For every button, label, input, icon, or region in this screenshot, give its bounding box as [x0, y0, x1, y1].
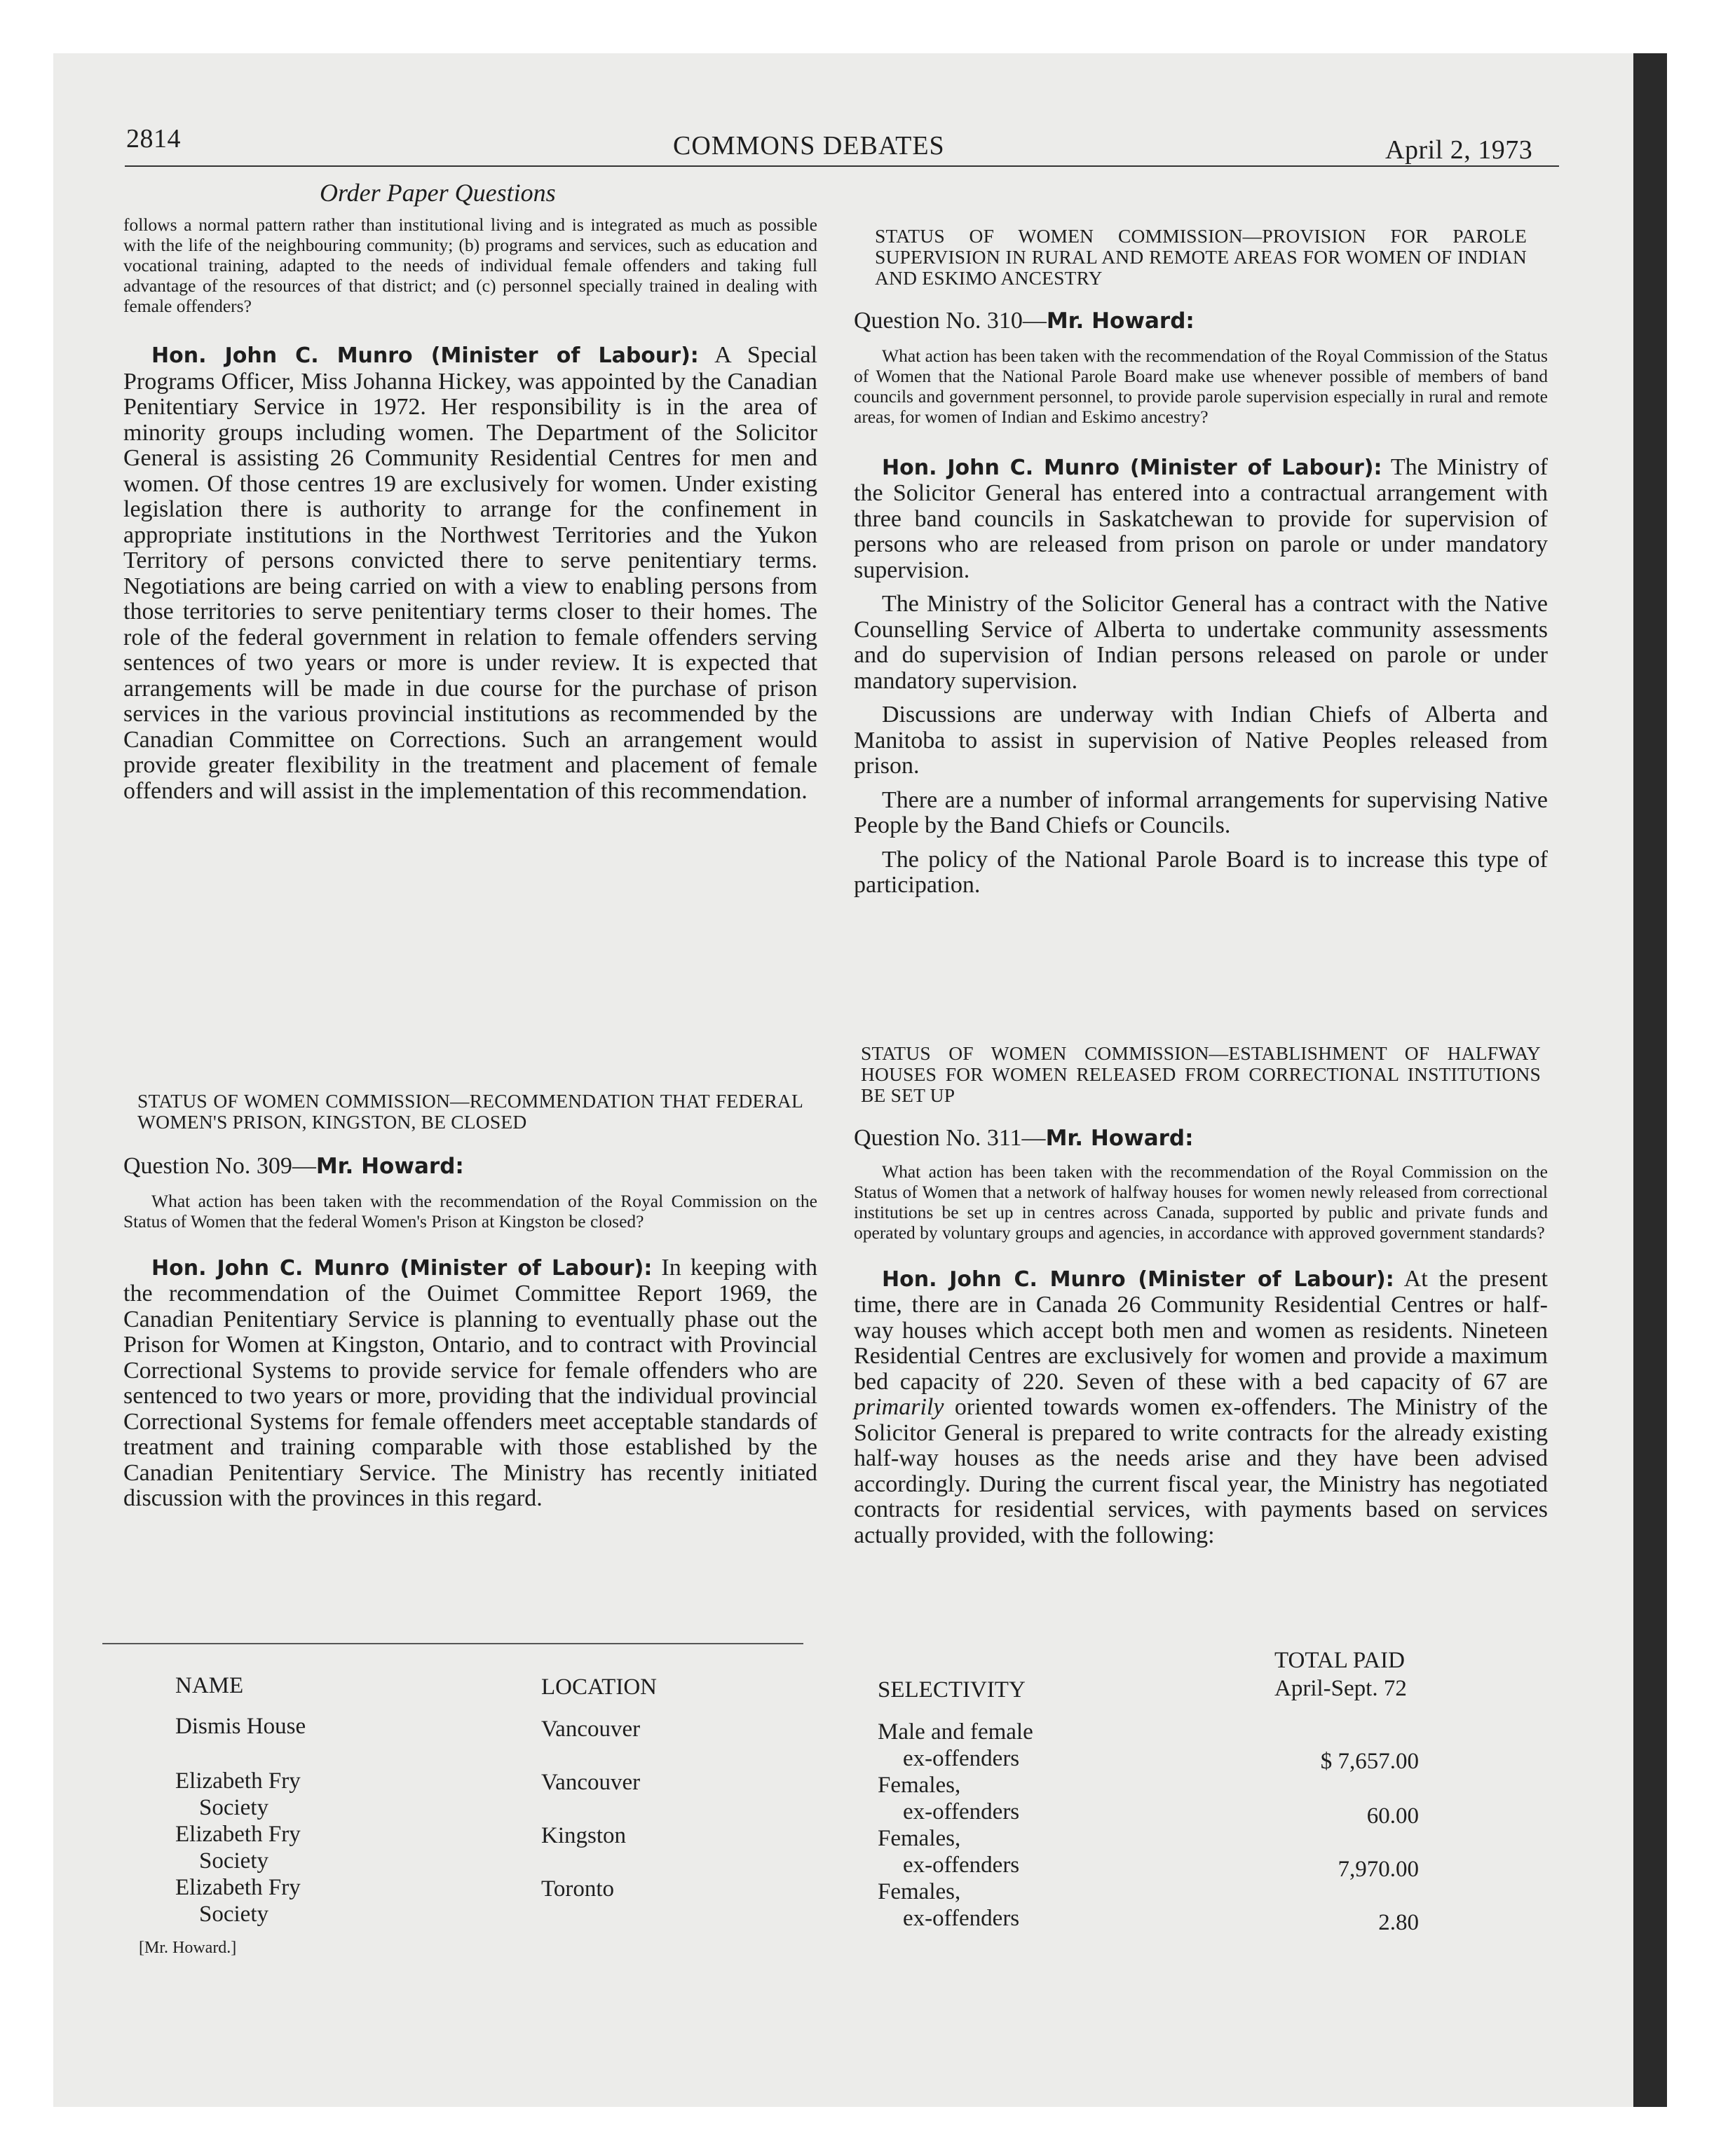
- table-cell-selectivity: Females,: [878, 1879, 961, 1904]
- answer-3-p1: [854, 455, 1548, 584]
- table-rule-left: [102, 1643, 803, 1644]
- page-subheading: Order Paper Questions: [320, 179, 556, 207]
- answer-3-text: The Ministry of the Solicitor General has entered into a contractual arrangement with three band councils in Saskatchewan to provide for supervision of persons who are released from prison on parole or under mandatory supervision.: [854, 453, 1549, 583]
- answer-4-speaker: Hon. John C. Munro (Minister of Labour):: [882, 1267, 1394, 1292]
- answer-2-speaker: Hon. John C. Munro (Minister of Labour):: [151, 1255, 653, 1281]
- answer-3-p3: Discussions are underway with Indian Chiefs of Alberta and Manitoba to assist in supervision of Native Peoples released from prison.: [854, 702, 1548, 779]
- question-310-text: What action has been taken with the recommendation of the Royal Commission of the Status of Women that the National Parole Board make use whenever possible of members of band councils and government personnel, to provide parole supervision especially in rural and remote areas, for women of Indian and Eskimo ancestry?: [854, 345, 1548, 427]
- right-column: [854, 226, 1548, 899]
- question-311-asker: Mr. Howard:: [1045, 1126, 1194, 1151]
- question-310-number: Question No. 310—: [854, 308, 1047, 334]
- table-cell-name-cont: Society: [199, 1795, 268, 1820]
- table-cell-selectivity-cont: ex-offenders: [903, 1853, 1020, 1878]
- answer-1-text: A Special Programs Officer, Miss Johanna Hickey, was appointed by the Canadian Penitentiary Service in 1972. Her responsibility is in the area of minority groups including women. The Department of the Solicitor General is assisting 26 Community Residential Centres for men and women. Of those centres 19 are exclusively for women. Under existing legislation there is authority to arrange for the confinement in appropriate institutions in the Northwest Territories and the Yukon Territory of persons convicted there to serve penitentiary terms. Negotiations are being carried on with a view to enabling persons from those territories to serve penitentiary terms closer to their homes. The role of the federal government in relation to female offenders serving sentences of two years or more is under review. It is expected that arrangements will be made in due course for the purchase of prison services in the various provincial institutions as recommended by the Canadian Committee on Corrections. Such an arrangement would provide greater flexibility in the treatment and placement of female offenders and will assist in the implementation of this recommendation.: [123, 342, 817, 804]
- col-header-total-paid: TOTAL PAID: [1274, 1648, 1405, 1673]
- answer-2-text: In keeping with the recommendation of the Ouimet Committee Report 1969, the Canadian Penitentiary Service is planning to eventually phase out the Prison for Women at Kingston, Ontario, and to contract with Provincial Correctional Systems to provide service for female offenders who are sentenced to two years or more, providing that the individual provincial Correctional Systems for female offenders meet acceptable standards of treatment and training comparable with those established by the Canadian Penitentiary Service. The Ministry has recently initiated discussion with the provinces in this regard.: [123, 1254, 817, 1511]
- col-header-selectivity: SELECTIVITY: [878, 1677, 1026, 1703]
- answer-4-text-a: At the present time, there are in Canada 26 Community Residential Centres or half-way houses which accept both men and women as residents. Nineteen Residential Centres are exclusively for women and provide a maximum bed capacity of 220. Seven of these with a bed capacity of 67 are: [854, 1265, 1549, 1395]
- table-cell-selectivity-cont: ex-offenders: [903, 1746, 1020, 1771]
- question-continuation: follows a normal pattern rather than institutional living and is integrated as much as possible with the life of the neighbouring community; (b) programs and services, such as education and vocational training, adapted to the needs of individual female offenders and taking full advantage of the resources of that district; and (c) personnel specially trained in dealing with female offenders?: [123, 214, 817, 316]
- table-cell-location: Toronto: [541, 1876, 615, 1902]
- table-cell-selectivity: Females,: [878, 1773, 961, 1798]
- answer-1-speaker: Hon. John C. Munro (Minister of Labour):: [151, 343, 699, 368]
- table-cell-location: Kingston: [541, 1823, 627, 1848]
- question-309-line: [123, 1154, 817, 1180]
- answer-3-p4: There are a number of informal arrangements for supervising Native People by the Band Chiefs or Councils.: [854, 786, 1548, 838]
- speaker-footer-note: [Mr. Howard.]: [139, 1939, 237, 1957]
- col-header-location: LOCATION: [541, 1674, 657, 1700]
- question-311-number: Question No. 311—: [854, 1125, 1046, 1151]
- table-cell-selectivity: Females,: [878, 1826, 961, 1851]
- table-cell-amount: $ 7,657.00: [1320, 1749, 1419, 1774]
- answer-2: [123, 1255, 817, 1512]
- right-column-lower: [854, 1043, 1548, 1548]
- page-number: 2814: [126, 124, 181, 153]
- question-311-text: What action has been taken with the recommendation of the Royal Commission on the Status of Women that a network of halfway houses for women newly released from correctional institutions be set up in centres across Canada, supported by public and private funds and operated by voluntary groups and agencies, in accordance with approved government standards?: [854, 1161, 1548, 1243]
- section-heading-311: STATUS OF WOMEN COMMISSION—ESTABLISHMENT OF HALFWAY HOUSES FOR WOMEN RELEASED FROM CORRECTIONAL INSTITUTIONS BE SET UP: [861, 1042, 1541, 1106]
- col-header-name: NAME: [175, 1673, 244, 1698]
- answer-1: [123, 343, 817, 804]
- table-cell-name-cont: Society: [199, 1902, 268, 1927]
- header-rule: [125, 165, 1559, 167]
- table-cell-name: Elizabeth Fry: [175, 1875, 301, 1900]
- section-heading-310: STATUS OF WOMEN COMMISSION—PROVISION FOR PAROLE SUPERVISION IN RURAL AND REMOTE AREAS FOR WOMEN OF INDIAN AND ESKIMO ANCESTRY: [875, 225, 1527, 289]
- question-309-asker: Mr. Howard:: [315, 1154, 464, 1179]
- table-cell-selectivity-cont: ex-offenders: [903, 1906, 1020, 1931]
- answer-4-emphasis: primarily: [854, 1394, 944, 1420]
- table-cell-location: Vancouver: [541, 1770, 641, 1795]
- table-cell-amount: 7,970.00: [1338, 1857, 1419, 1882]
- table-cell-name: Elizabeth Fry: [175, 1822, 301, 1847]
- left-column-lower: [123, 1091, 817, 1512]
- question-310-line: [854, 308, 1548, 334]
- table-cell-name: Elizabeth Fry: [175, 1768, 301, 1794]
- answer-3-p2: The Ministry of the Solicitor General has a contract with the Native Counselling Service of Alberta to undertake community assessments and do supervision of Indian persons released on parole or under mandatory supervision.: [854, 591, 1548, 694]
- page-date: April 2, 1973: [1385, 135, 1533, 165]
- question-309-number: Question No. 309—: [123, 1153, 316, 1179]
- col-header-period: April-Sept. 72: [1274, 1676, 1407, 1701]
- table-cell-name: Dismis House: [175, 1714, 306, 1739]
- section-heading-309: STATUS OF WOMEN COMMISSION—RECOMMENDATION THAT FEDERAL WOMEN'S PRISON, KINGSTON, BE CLOSED: [137, 1090, 803, 1133]
- answer-4: [854, 1267, 1548, 1549]
- left-column: [123, 214, 817, 804]
- answer-4-text-b: oriented towards women ex-offenders. The Ministry of the Solicitor General is prepared to write contracts for the already existing half-way houses as the needs arise and they have been advised accordingly. During the current fiscal year, the Ministry has negotiated contracts for residential services, with payments based on services actually provided, with the following:: [854, 1394, 1548, 1548]
- answer-3-p5: The policy of the National Parole Board is to increase this type of participation.: [854, 846, 1548, 898]
- table-cell-selectivity-cont: ex-offenders: [903, 1799, 1020, 1824]
- answer-3-speaker: Hon. John C. Munro (Minister of Labour):: [882, 455, 1382, 480]
- question-311-line: [854, 1126, 1548, 1152]
- table-cell-name-cont: Society: [199, 1848, 268, 1874]
- journal-title: COMMONS DEBATES: [673, 131, 945, 161]
- question-309-text: What action has been taken with the recommendation of the Royal Commission on the Status of Women that the federal Women's Prison at Kingston be closed?: [123, 1190, 817, 1231]
- table-cell-location: Vancouver: [541, 1717, 641, 1742]
- scan-edge-shadow: [1633, 53, 1667, 2107]
- table-cell-amount: 60.00: [1366, 1803, 1419, 1829]
- question-310-asker: Mr. Howard:: [1046, 308, 1195, 334]
- table-cell-selectivity: Male and female: [878, 1719, 1033, 1745]
- table-cell-amount: 2.80: [1378, 1910, 1419, 1935]
